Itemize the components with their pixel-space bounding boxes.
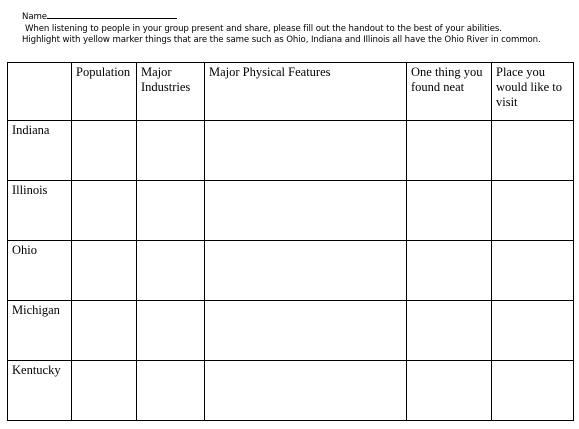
physical-features-cell[interactable]: [205, 241, 407, 301]
table-header-row: [8, 63, 574, 121]
header-cell-state: [8, 63, 72, 121]
instructions-line-1: When listening to people in your group present and share, please fill out the handout to the best of your abilities.: [25, 23, 502, 34]
industries-cell[interactable]: [137, 361, 205, 421]
place-to-visit-cell[interactable]: [492, 301, 574, 361]
header-cell-physical-features: Major Physical Features: [205, 63, 407, 121]
name-line: [22, 10, 552, 24]
state-name-cell: Ohio: [8, 241, 72, 301]
header-cell-population: Population: [72, 63, 137, 121]
found-neat-cell[interactable]: [407, 121, 492, 181]
state-comparison-table: [7, 62, 574, 421]
population-cell[interactable]: [72, 181, 137, 241]
name-label: Name: [22, 12, 47, 22]
found-neat-cell[interactable]: [407, 361, 492, 421]
population-cell[interactable]: [72, 241, 137, 301]
industries-cell[interactable]: [137, 121, 205, 181]
population-cell[interactable]: [72, 121, 137, 181]
found-neat-cell[interactable]: [407, 301, 492, 361]
found-neat-cell[interactable]: [407, 181, 492, 241]
header-cell-found-neat: One thing you found neat: [407, 63, 492, 121]
header-cell-place-to-visit: Place you would like to visit: [492, 63, 574, 121]
table-row: [8, 301, 574, 361]
population-cell[interactable]: [72, 301, 137, 361]
place-to-visit-cell[interactable]: [492, 241, 574, 301]
place-to-visit-cell[interactable]: [492, 361, 574, 421]
handout-header: [22, 10, 552, 47]
physical-features-cell[interactable]: [205, 301, 407, 361]
table-row: [8, 181, 574, 241]
state-name-cell: Indiana: [8, 121, 72, 181]
physical-features-cell[interactable]: [205, 361, 407, 421]
state-name-cell: Illinois: [8, 181, 72, 241]
table-row: [8, 361, 574, 421]
physical-features-cell[interactable]: [205, 121, 407, 181]
industries-cell[interactable]: [137, 301, 205, 361]
instructions-line-2: Highlight with yellow marker things that are the same such as Ohio, Indiana and Illinois all have the Ohio River in common.: [22, 35, 541, 45]
state-name-cell: Michigan: [8, 301, 72, 361]
header-cell-major-industries: Major Industries: [137, 63, 205, 121]
industries-cell[interactable]: [137, 181, 205, 241]
state-name-cell: Kentucky: [8, 361, 72, 421]
physical-features-cell[interactable]: [205, 181, 407, 241]
place-to-visit-cell[interactable]: [492, 181, 574, 241]
table-row: [8, 241, 574, 301]
name-blank[interactable]: [47, 10, 177, 19]
table-row: [8, 121, 574, 181]
found-neat-cell[interactable]: [407, 241, 492, 301]
industries-cell[interactable]: [137, 241, 205, 301]
place-to-visit-cell[interactable]: [492, 121, 574, 181]
population-cell[interactable]: [72, 361, 137, 421]
